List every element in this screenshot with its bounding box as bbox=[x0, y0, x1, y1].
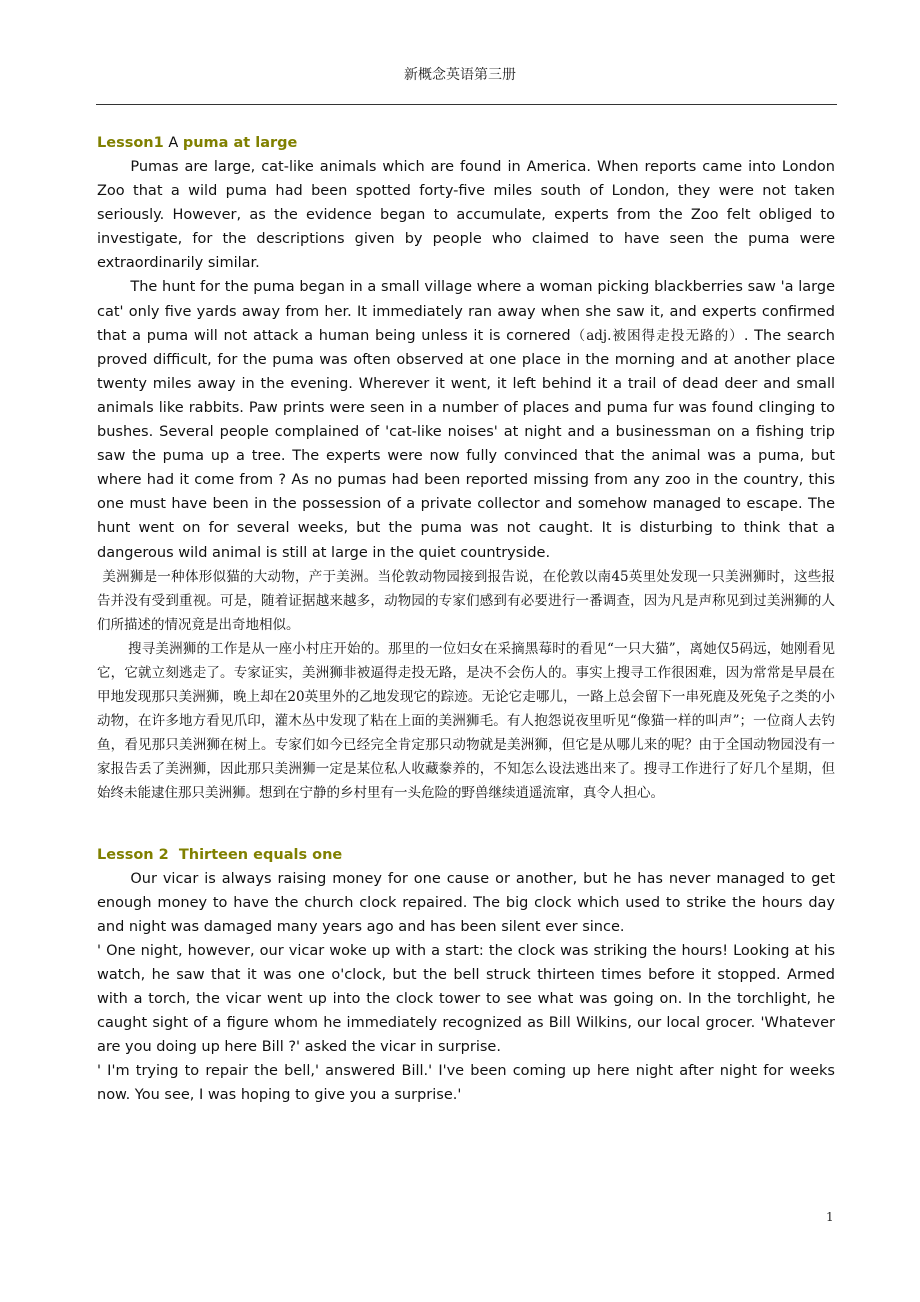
lesson2-heading: Lesson 2 Thirteen equals one bbox=[97, 846, 343, 863]
lesson1-english-paragraph-1: Pumas are large, cat-like animals which are found in America. When reports came into London Zoo that a wild puma had been spotted forty-five miles south of London, they were not taken seriously. However, as the evidence began to accumulate, experts from the Zoo felt obliged to investigate, for the descriptions given by people who claimed to have seen the puma were extraordinarily similar. bbox=[97, 159, 835, 272]
lesson1-en-p2-part-a: The hunt for the puma began in a small village where a woman picking blackberries saw 'a large cat' only five yards away from her. It immediately ran away when she saw it, and experts confirmed that a puma will not attack a human being unless it is cornered bbox=[97, 279, 835, 344]
lesson1-chinese-translation bbox=[97, 565, 835, 805]
lesson2-english-paragraph-3: ' I'm trying to repair the bell,' answered Bill.' I've been coming up here night after night for weeks now. You see, I was hoping to give you a surprise.' bbox=[97, 1063, 835, 1104]
lesson1-number: Lesson1 bbox=[97, 135, 164, 151]
lesson1-en-p2-part-b: . The search proved difficult, for the puma was often observed at one place in the morning and at another place twenty miles away in the evening. Wherever it went, it left behind it a trail of dead deer and small animals like rabbits. Paw prints were seen in a number of places and puma fur was found clinging to bushes. Several people complained of 'cat-like noises' at night and a businessman on a fishing trip saw the puma up a tree. The experts were now fully convinced that the animal was a puma, but where had it come from ? As no pumas had been reported missing from any zoo in the country, this one must have been in the possession of a private collector and somehow managed to escape. The hunt went on for several weeks, but the puma was not caught. It is disturbing to think that a dangerous wild animal is still at large in the quiet countryside. bbox=[97, 327, 835, 561]
lesson2-english-paragraph-1: Our vicar is always raising money for one cause or another, but he has never managed to get enough money to have the church clock repaired. The big clock which used to strike the hours day and night was damaged many years ago and has been silent ever since. bbox=[97, 870, 835, 935]
lesson1-vocab-note: （adj.被困得走投无路的） bbox=[570, 327, 744, 344]
lesson1-english-paragraph-2 bbox=[97, 275, 835, 564]
lesson2-english-paragraph-2: ' One night, however, our vicar woke up with a start: the clock was striking the hours! Looking at his watch, he saw that it was one o'clock, but the bell struck thirteen times before it stopped. Armed with a torch, the vicar went up into the clock tower to see what was going on. In the torchlight, he caught sight of a figure whom he immediately recognized as Bill Wilkins, our local grocer. 'Whatever are you doing up here Bill ?' asked the vicar in surprise. bbox=[97, 942, 835, 1056]
lesson1-title: puma at large bbox=[182, 135, 298, 151]
page-header: 新概念英语第三册 bbox=[404, 67, 516, 83]
lesson1-chinese-paragraph-1: 美洲狮是一种体形似猫的大动物，产于美洲。当伦敦动物园接到报告说，在伦敦以南45英里处发现一只美洲狮时，这些报告并没有受到重视。可是，随着证据越来越多，动物园的专家们感到有必要进行一番调查，因为凡是声称见到过美洲狮的人们所描述的情况竟是出奇地相似。 bbox=[97, 568, 835, 633]
lesson1-heading bbox=[97, 131, 835, 155]
lesson1-connector: A bbox=[163, 135, 183, 151]
section-gap bbox=[97, 805, 835, 843]
lesson1-chinese-paragraph-2: 搜寻美洲狮的工作是从一座小村庄开始的。那里的一位妇女在采摘黑莓时的看见“一只大猫”，离她仅5码远，她刚看见它，它就立刻逃走了。专家证实，美洲狮非被逼得走投无路，是决不会伤人的。事实上搜寻工作很困难，因为常常是早晨在甲地发现那只美洲狮，晚上却在20英里外的乙地发现它的踪迹。无论它走哪儿，一路上总会留下一串死鹿及死兔子之类的小动物，在许多地方看见爪印，灌木丛中发现了粘在上面的美洲狮毛。有人抱怨说夜里听见“像猫一样的叫声”；一位商人去钓鱼，看见那只美洲狮在树上。专家们如今已经完全肯定那只动物就是美洲狮，但它是从哪儿来的呢？由于全国动物园没有一家报告丢了美洲狮，因此那只美洲狮一定是某位私人收藏豢养的，不知怎么设法逃出来了。搜寻工作进行了好几个星期，但始终未能逮住那只美洲狮。想到在宁静的乡村里有一头危险的野兽继续逍遥流窜，真令人担心。 bbox=[97, 640, 835, 801]
document-body bbox=[97, 131, 835, 1108]
header-divider bbox=[96, 104, 837, 105]
page-number: 1 bbox=[826, 1210, 834, 1224]
